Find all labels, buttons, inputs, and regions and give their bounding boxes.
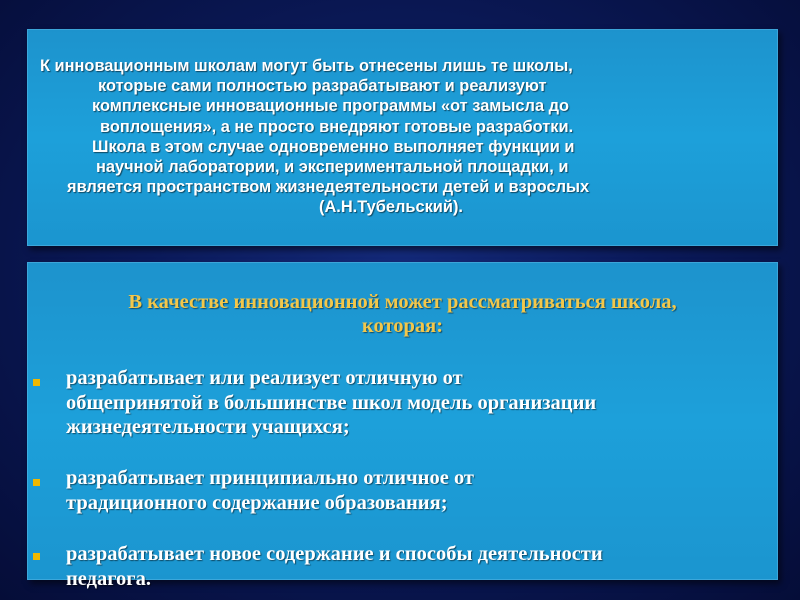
quote-line: является пространством жизнедеятельности детей и взрослых bbox=[67, 178, 590, 197]
criteria-heading-line: которая: bbox=[361, 315, 444, 337]
list-item-line: традиционного содержание образования; bbox=[66, 491, 448, 514]
bullet-square-icon bbox=[33, 553, 40, 560]
list-item-line: общепринятой в большинстве школ модель организации bbox=[66, 391, 597, 414]
list-item-line: разрабатывает или реализует отличную от bbox=[66, 367, 463, 389]
quote-line: (А.Н.Тубельский). bbox=[319, 198, 463, 217]
list-item-line: жизнедеятельности учащихся; bbox=[66, 416, 350, 438]
quote-line: Школа в этом случае одновременно выполняет функции и bbox=[92, 137, 575, 156]
list-item-line: разрабатывает принципиально отличное от bbox=[66, 467, 474, 489]
quote-text bbox=[40, 56, 772, 218]
quote-line: которые сами полностью разрабатывают и реализуют bbox=[98, 77, 547, 96]
quote-line: комплексные инновационные программы «от замысла до bbox=[92, 97, 570, 116]
quote-line: К инновационным школам могут быть отнесены лишь те школы, bbox=[40, 57, 573, 75]
bullet-square-icon bbox=[33, 379, 40, 386]
criteria-heading bbox=[27, 290, 778, 338]
list-item-line: разрабатывает новое содержание и способы деятельности bbox=[66, 543, 603, 565]
list-item-line: педагога. bbox=[66, 567, 151, 590]
quote-line: научной лаборатории, и экспериментальной площадки, и bbox=[96, 158, 569, 177]
criteria-heading-line: В качестве инновационной может рассматриваться школа, bbox=[128, 291, 677, 313]
bullet-square-icon bbox=[33, 479, 40, 486]
quote-line: воплощения», а не просто внедряют готовые разработки. bbox=[100, 117, 574, 136]
